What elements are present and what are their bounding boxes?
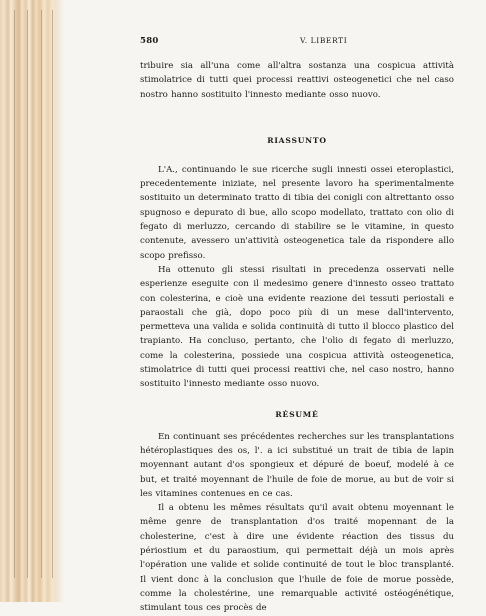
riassunto-heading: RIASSUNTO [267, 135, 327, 145]
resume-heading: RÉSUMÉ [275, 409, 319, 419]
riassunto-paragraph: L'A., continuando le sue ricerche sugli innesti ossei eteroplastici, precedentemente iniziate, nel presente lavoro ha sperimentalmente sostituito un determinato tratto di tibia dei conigli con altrettanto osso spugnoso e depurato di bue, allo scopo modellato, trattato con olio di fegato di merluzzo, cercando di stabilire se le vitamine, in questo contenute, avessero un'attività osteogenetica tale da rispondere allo scopo prefisso. [140, 164, 454, 261]
page-number: 580 [140, 36, 159, 46]
binding-stripe [14, 10, 15, 578]
continued-paragraph: tribuire sia all'una come all'altra sostanza una cospicua attività stimolatrice di tutti quei processi reattivi osteogenetici che nel caso nostro hanno sostituito l'innesto mediante osso nuovo. [140, 61, 454, 100]
book-binding-edge [0, 0, 64, 602]
binding-stripe [41, 10, 42, 578]
running-head-author: V. LIBERTI [300, 36, 348, 45]
riassunto-paragraph: Ha ottenuto gli stessi risultati in precedenza osservati nelle esperienze eseguite con il medesimo genere d'innesto osseo trattato con colesterina, e cioè una evidente reazione dei tessuti periostali e paraostali che già, dopo poco più di un mese dall'intervento, permetteva una valida e solida continuità di tutto il blocco plastico del trapianto. Ha concluso, pertanto, che l'olio di fegato di merluzzo, come la colesterina, possiede una cospicua attività osteogenetica, stimolatrice di tutti quei processi reattivi che, nel caso nostro, hanno sostituito l'innesto mediante osso nuovo. [140, 264, 454, 390]
resume-paragraph: Il a obtenu les mêmes résultats qu'il avait obtenu moyennant le même genre de transplantation d'os traité mopennant de la cholesterine, c'est à dire une évidente réaction des tissus du périostium et du paraostium, qui permettait déjà un mois après l'opération une valide et solide continuité de tout le bloc transplanté. Il vient donc à la conclusion que l'huile de foie de morue possède, comme la cholestérine, une remarquable activité ostéogénétique, stimulant tous ces procès de [140, 503, 454, 614]
document-page [140, 36, 454, 616]
resume-paragraph: En continuant ses précédentes recherches sur les transplantations hétéroplastiques des os, l'. a ici substitué un trait de tibia de lapin moyennant autant d'os spongieux et dépuré de boeuf, modelé à ce but, et traité moyennant de l'huile de foie de morue, au but de voir si les vitamines contenues en ce cas. [140, 431, 454, 499]
running-head [140, 36, 454, 50]
binding-stripe [52, 10, 53, 578]
binding-stripe [27, 10, 28, 578]
